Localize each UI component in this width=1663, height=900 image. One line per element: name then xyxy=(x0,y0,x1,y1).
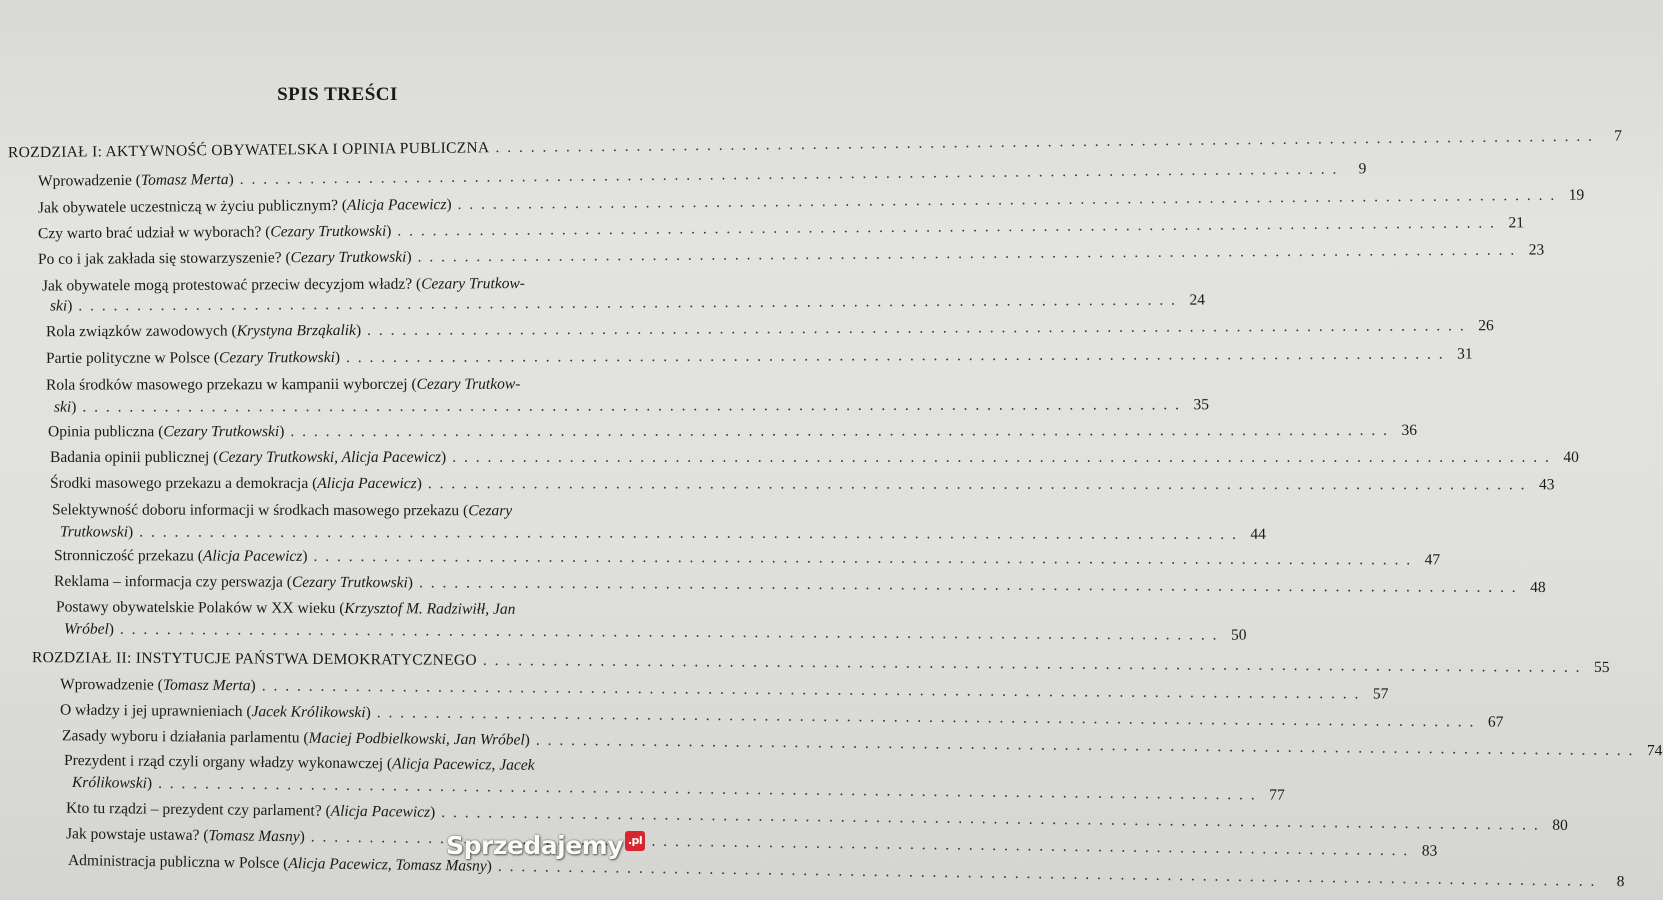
entry-title xyxy=(50,475,422,493)
entry-paren: ) xyxy=(524,731,530,749)
entry-paren: ) xyxy=(299,828,305,846)
toc-entry xyxy=(59,701,1504,731)
dot-leader xyxy=(158,775,1257,805)
entry-text: O władzy i jej uprawnieniach ( xyxy=(59,701,252,721)
entry-title-continuation xyxy=(72,774,152,793)
toc-entry xyxy=(59,675,1389,703)
toc-entry xyxy=(45,317,1494,341)
page-number: 55 xyxy=(1593,658,1610,676)
entry-text: Jak obywatele mogą protestować przeciw decyzjom władz? ( xyxy=(41,275,422,295)
entry-author: Alicja Pacewicz xyxy=(346,196,447,214)
page-number: 74 xyxy=(1646,742,1663,760)
entry-title xyxy=(68,852,492,876)
entry-title-continuation xyxy=(64,620,114,638)
entry-title xyxy=(60,702,371,723)
entry-text: Opinia publiczna ( xyxy=(47,423,164,441)
toc-entry xyxy=(45,345,1473,368)
toc-entry xyxy=(31,649,1610,676)
dot-leader xyxy=(377,704,1476,731)
page-number: 83 xyxy=(1421,842,1438,860)
entry-text: ROZDZIAŁ I: AKTYWNOŚĆ OBYWATELSKA I OPINIA PUBLICZNA xyxy=(7,139,490,162)
page-number: 50 xyxy=(1231,626,1247,644)
chapter-title xyxy=(8,139,490,162)
dot-leader xyxy=(120,621,1219,645)
page-number: 7 xyxy=(1614,127,1623,145)
entry-author: Cezary xyxy=(468,502,513,520)
dot-leader xyxy=(397,215,1496,241)
entry-author: Cezary Trutkowski xyxy=(290,248,407,267)
toc-entry xyxy=(37,186,1585,217)
dot-leader xyxy=(346,346,1445,367)
toc-entry-continuation xyxy=(59,523,1266,543)
dot-leader xyxy=(262,677,1361,703)
page-number: 67 xyxy=(1487,713,1504,731)
entry-text: Zasady wyboru i działania parlamentu ( xyxy=(61,727,309,747)
entry-text: Wprowadzenie ( xyxy=(59,675,163,694)
entry-paren: ) xyxy=(365,704,371,722)
entry-title xyxy=(42,275,525,296)
entry-text: ROZDZIAŁ II: INSTYTUCJE PAŃSTWA DEMOKRATYCZNEGO xyxy=(31,649,477,669)
page-number: 40 xyxy=(1563,449,1579,466)
entry-text: Prezydent i rząd czyli organy władzy wykonawczej ( xyxy=(63,751,393,773)
entry-author: ski xyxy=(53,398,72,416)
entry-author: Alicja Pacewicz, Tomasz Masny xyxy=(288,855,487,875)
toc-entry xyxy=(49,474,1555,494)
entry-paren: ) xyxy=(386,222,392,240)
page-number: 36 xyxy=(1401,421,1417,439)
toc-entry xyxy=(50,449,1579,467)
entry-paren: ) xyxy=(446,196,452,214)
dot-leader xyxy=(428,475,1527,494)
entry-author: Alicja Pacewicz xyxy=(202,547,303,565)
entry-paren: ) xyxy=(228,170,234,189)
page-number: 31 xyxy=(1457,345,1473,363)
entry-author: Jacek Królikowski xyxy=(251,703,366,722)
toc-entry xyxy=(56,598,642,619)
toc-entry xyxy=(46,375,638,394)
entry-text: Po co i jak zakłada się stowarzyszenie? ( xyxy=(37,249,291,268)
dot-leader xyxy=(536,732,1635,760)
watermark-logo xyxy=(446,831,645,860)
page-number: 8 xyxy=(1616,873,1625,891)
entry-title xyxy=(52,501,512,520)
page-number: 77 xyxy=(1269,786,1285,804)
entry-author: Cezary Trutkowski xyxy=(163,423,280,441)
entry-title xyxy=(46,322,361,341)
entry-paren: ) xyxy=(334,349,341,367)
page-number: 21 xyxy=(1508,214,1525,232)
entry-title-continuation xyxy=(50,297,72,315)
entry-text: Badania opinii publicznej ( xyxy=(50,449,219,466)
entry-title xyxy=(50,449,446,467)
entry-author: Wróbel xyxy=(63,620,109,638)
entry-text: Kto tu rządzi – prezydent czy parlament? ( xyxy=(65,799,331,820)
entry-title xyxy=(66,825,305,846)
dot-leader xyxy=(139,524,1238,544)
page-number: 57 xyxy=(1372,685,1389,703)
entry-author: Cezary Trutkow- xyxy=(421,275,525,293)
entry-title xyxy=(54,547,308,566)
dot-leader xyxy=(458,187,1557,214)
entry-paren: ) xyxy=(279,423,285,441)
chapter-title xyxy=(32,649,477,670)
entry-paren: ) xyxy=(355,321,362,339)
page-number: 44 xyxy=(1250,525,1266,543)
entry-text: Wprowadzenie ( xyxy=(37,171,141,190)
entry-author: Krzysztof M. Radziwiłł, Jan xyxy=(344,599,516,618)
toc-entry xyxy=(61,727,1663,760)
page-number: 24 xyxy=(1189,291,1206,309)
toc-entry xyxy=(37,241,1545,269)
entry-text: Selektywność doboru informacji w środkach masowego przekazu ( xyxy=(51,501,469,520)
dot-leader xyxy=(419,574,1518,597)
toc-entry xyxy=(37,214,1525,243)
dot-leader xyxy=(78,292,1177,316)
page-title: SPIS TREŚCI xyxy=(277,84,398,105)
entry-title xyxy=(54,573,413,593)
toc-entry-continuation xyxy=(71,773,1285,804)
entry-title xyxy=(38,196,452,217)
dot-leader xyxy=(82,396,1181,416)
entry-author: Cezary Trutkowski xyxy=(219,349,335,367)
entry-author: Tomasz Merta xyxy=(140,171,229,189)
entry-text: Rola środków masowego przekazu w kampanii wyborczej ( xyxy=(45,375,417,394)
entry-title xyxy=(66,800,435,822)
dot-leader xyxy=(418,242,1517,267)
entry-title xyxy=(38,171,234,191)
toc-entry-continuation xyxy=(63,620,1247,644)
dot-leader xyxy=(483,652,1582,677)
entry-author: Tomasz Merta xyxy=(162,676,251,695)
dot-leader xyxy=(240,161,1339,189)
entry-author: Krystyna Brząkalik xyxy=(236,321,356,340)
dot-leader xyxy=(367,317,1466,340)
entry-author: Cezary Trutkowski, Alicja Pacewicz xyxy=(218,449,442,466)
page-number: 19 xyxy=(1568,186,1585,204)
dot-leader xyxy=(290,422,1389,441)
dot-leader xyxy=(452,449,1551,467)
toc-entry xyxy=(65,799,1568,834)
watermark-text: Sprzedajemy xyxy=(446,831,623,860)
entry-author: Maciej Podbielkowski, Jan Wróbel xyxy=(308,729,525,749)
entry-text: Jak powstaje ustawa? ( xyxy=(65,825,209,845)
toc-entry xyxy=(52,501,638,520)
entry-title xyxy=(38,249,412,269)
entry-title xyxy=(60,676,256,695)
entry-title xyxy=(56,598,515,618)
toc-entry xyxy=(47,421,1417,442)
page-number: 80 xyxy=(1552,816,1568,834)
entry-text: Środki masowego przekazu a demokracja ( xyxy=(49,474,318,492)
entry-title xyxy=(38,223,392,244)
entry-author: Tomasz Masny xyxy=(208,827,300,846)
entry-title xyxy=(64,752,535,775)
entry-text: Reklama – informacja czy perswazja ( xyxy=(53,572,293,591)
entry-title xyxy=(48,423,284,441)
page-number: 48 xyxy=(1530,578,1546,597)
entry-title xyxy=(62,727,530,749)
page-number: 26 xyxy=(1478,317,1494,335)
dot-leader xyxy=(495,128,1594,158)
entry-paren: ) xyxy=(407,574,414,592)
entry-paren: ) xyxy=(146,774,153,792)
entry-paren: ) xyxy=(302,547,308,565)
entry-paren: ) xyxy=(71,398,77,416)
entry-paren: ) xyxy=(430,803,436,821)
entry-text: Administracja publiczna w Polsce ( xyxy=(67,852,289,873)
toc-entry xyxy=(64,752,648,776)
entry-paren: ) xyxy=(108,620,115,638)
entry-paren: ) xyxy=(441,449,447,466)
page-number: 23 xyxy=(1528,241,1545,259)
entry-paren: ) xyxy=(67,297,73,315)
entry-text: Rola związków zawodowych ( xyxy=(45,322,237,341)
entry-text: Postawy obywatelskie Polaków w XX wieku ( xyxy=(55,598,345,617)
entry-title xyxy=(46,349,340,368)
entry-author: Alicja Pacewicz xyxy=(317,474,417,493)
entry-paren: ) xyxy=(416,475,422,493)
page-number: 35 xyxy=(1193,396,1210,414)
dot-leader xyxy=(314,548,1413,569)
watermark-badge: .pl xyxy=(625,831,645,851)
toc-entry xyxy=(53,572,1546,597)
entry-paren: ) xyxy=(128,523,134,541)
entry-author: Cezary Trutkow- xyxy=(416,375,521,393)
entry-author: Cezary Trutkowski xyxy=(270,222,387,241)
entry-author: Alicja Pacewicz, Jacek xyxy=(392,755,535,774)
toc-entry-continuation xyxy=(53,396,1210,416)
entry-author: Cezary Trutkowski xyxy=(291,573,408,592)
entry-paren: ) xyxy=(486,857,493,875)
entry-title xyxy=(46,376,520,395)
page-number: 47 xyxy=(1424,551,1441,569)
entry-title-continuation xyxy=(54,399,76,417)
entry-title-continuation xyxy=(60,523,133,541)
toc-entry-continuation xyxy=(49,291,1206,315)
entry-author: Alicja Pacewicz xyxy=(330,802,431,821)
entry-paren: ) xyxy=(250,677,256,695)
entry-text: Partie polityczne w Polsce ( xyxy=(45,349,220,367)
toc-entry xyxy=(7,127,1623,163)
entry-author: ski xyxy=(49,297,68,315)
entry-author: Trutkowski xyxy=(59,523,129,541)
dot-leader xyxy=(498,858,1597,891)
entry-paren: ) xyxy=(406,248,412,266)
entry-text: Czy warto brać udział w wyborach? ( xyxy=(37,223,271,243)
page-number: 43 xyxy=(1539,476,1555,494)
toc-entry xyxy=(53,547,1441,569)
toc-entry xyxy=(42,274,636,295)
entry-text: Stronniczość przekazu ( xyxy=(53,547,203,565)
toc-entry xyxy=(37,160,1367,191)
page-number: 9 xyxy=(1358,160,1367,178)
entry-text: Jak obywatele uczestniczą w życiu publicznym? ( xyxy=(37,196,348,217)
entry-author: Królikowski xyxy=(71,773,148,792)
